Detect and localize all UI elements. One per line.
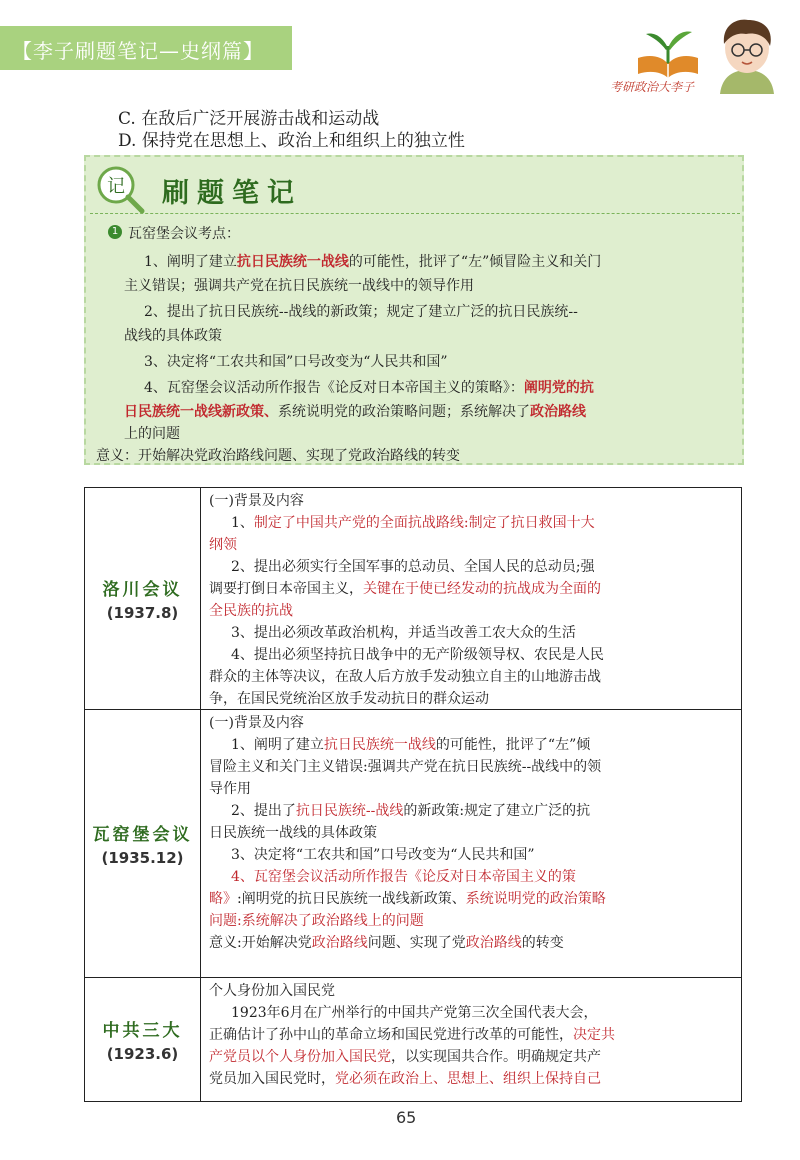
avatar-icon (712, 14, 782, 94)
meeting-name: 瓦窑堡会议 (92, 825, 193, 845)
content-line: (一)背景及内容 (209, 493, 304, 509)
meetings-table (84, 487, 742, 1102)
note-point-1-line-2: 主义错误；强调共产党在抗日民族统一战线中的领导作用 (124, 278, 474, 294)
content-line: 产党员以个人身份加入国民党，以实现国共合作。明确规定共产 (209, 1049, 601, 1065)
content-line: 个人身份加入国民党 (209, 983, 335, 999)
option-d: D. 保持党在思想上、政治上和组织上的独立性 (118, 131, 465, 151)
meeting-name: 洛川会议 (102, 580, 183, 600)
content-line: 意义:开始解决党政治路线问题、实现了党政治路线的转变 (209, 935, 564, 951)
note-point-1-line-1: 1、阐明了建立抗日民族统一战线的可能性，批评了“左”倾冒险主义和关门 (144, 254, 602, 270)
content-line: 2、提出了抗日民族统--战线的新政策:规定了建立广泛的抗 (231, 803, 591, 819)
note-point-2-line-2: 战线的具体政策 (124, 328, 222, 344)
content-line: 正确估计了孙中山的革命立场和国民党进行改革的可能性，决定共 (209, 1027, 615, 1043)
note-significance: 意义：开始解决党政治路线问题、实现了党政治路线的转变 (96, 448, 460, 464)
content-line: 3、决定将“工农共和国”口号改变为“人民共和国” (231, 847, 535, 863)
content-line: 冒险主义和关门主义错误:强调共产党在抗日民族统--战线中的领 (209, 759, 602, 775)
content-line: 3、提出必须改革政治机构，并适当改善工农大众的生活 (231, 625, 576, 641)
content-line: 略》:阐明党的抗日民族统一战线新政策、系统说明党的政治策略 (209, 891, 606, 907)
note-title: 刷题笔记 (162, 178, 302, 209)
logo-text: 考研政治大李子 (610, 80, 695, 94)
content-line: 1、阐明了建立抗日民族统一战线的可能性，批评了“左”倾 (231, 737, 591, 753)
page-number: 65 (396, 1108, 417, 1127)
content-line: 导作用 (209, 781, 251, 797)
table-row (85, 978, 742, 1102)
note-point-2-line-1: 2、提出了抗日民族统--战线的新政策；规定了建立广泛的抗日民族统-- (144, 304, 578, 320)
book-sprout-logo-icon (628, 18, 708, 80)
content-line: 调要打倒日本帝国主义，关键在于使已经发动的抗战成为全面的 (209, 581, 601, 597)
meeting-date: (1935.12) (101, 849, 184, 867)
meeting-date: (1937.8) (106, 604, 179, 622)
content-line: 1923年6月在广州举行的中国共产党第三次全国代表大会， (231, 1005, 598, 1021)
meeting-content-cell (201, 710, 742, 978)
content-line: 问题:系统解决了政治路线上的问题 (209, 913, 424, 929)
content-line: 1、制定了中国共产党的全面抗战路线:制定了抗日救国十大 (231, 515, 595, 531)
note-point-3: 3、决定将“工农共和国”口号改变为“人民共和国” (144, 354, 448, 370)
meeting-name-cell (85, 710, 201, 978)
content-line: 全民族的抗战 (209, 603, 293, 619)
meeting-name: 中共三大 (102, 1021, 183, 1041)
table-row (85, 710, 742, 978)
note-icon-char: 记 (107, 176, 125, 197)
meeting-date: (1923.6) (106, 1045, 179, 1063)
content-line: (一)背景及内容 (209, 715, 304, 731)
content-line: 群众的主体等决议，在敌人后方放手发动独立自主的山地游击战 (209, 669, 601, 685)
content-line: 4、提出必须坚持抗日战争中的无产阶级领导权、农民是人民 (231, 647, 604, 663)
meeting-name-cell (85, 488, 201, 710)
content-line: 4、瓦窑堡会议活动所作报告《论反对日本帝国主义的策 (231, 869, 576, 885)
note-point-4-line-2: 日民族统一战线新政策、系统说明党的政治策略问题；系统解决了政治路线 (124, 404, 586, 420)
note-heading: 瓦窑堡会议考点： (128, 226, 240, 242)
meeting-name-cell (85, 978, 201, 1102)
meeting-content-cell (201, 978, 742, 1102)
bullet-number: 1 (108, 225, 122, 239)
meeting-content-cell (201, 488, 742, 710)
note-point-4-line-1: 4、瓦窑堡会议活动所作报告《论反对日本帝国主义的策略》：阐明党的抗 (144, 380, 594, 396)
content-line: 纲领 (209, 537, 237, 553)
header-band (0, 26, 292, 70)
note-box (84, 155, 744, 465)
content-line: 2、提出必须实行全国军事的总动员、全国人民的总动员;强 (231, 559, 595, 575)
table-row (85, 488, 742, 710)
content-line: 日民族统一战线的具体政策 (209, 825, 377, 841)
header-title: 【李子刷题笔记—史纲篇】 (12, 39, 264, 63)
note-point-4-line-3: 上的问题 (124, 426, 180, 442)
magnifier-note-icon (94, 163, 146, 215)
content-line: 党员加入国民党时，党必须在政治上、思想上、组织上保持自己 (209, 1071, 601, 1087)
note-divider (90, 213, 740, 214)
option-c: C. 在敌后广泛开展游击战和运动战 (118, 109, 380, 129)
content-line: 争，在国民党统治区放手发动抗日的群众运动 (209, 691, 489, 707)
